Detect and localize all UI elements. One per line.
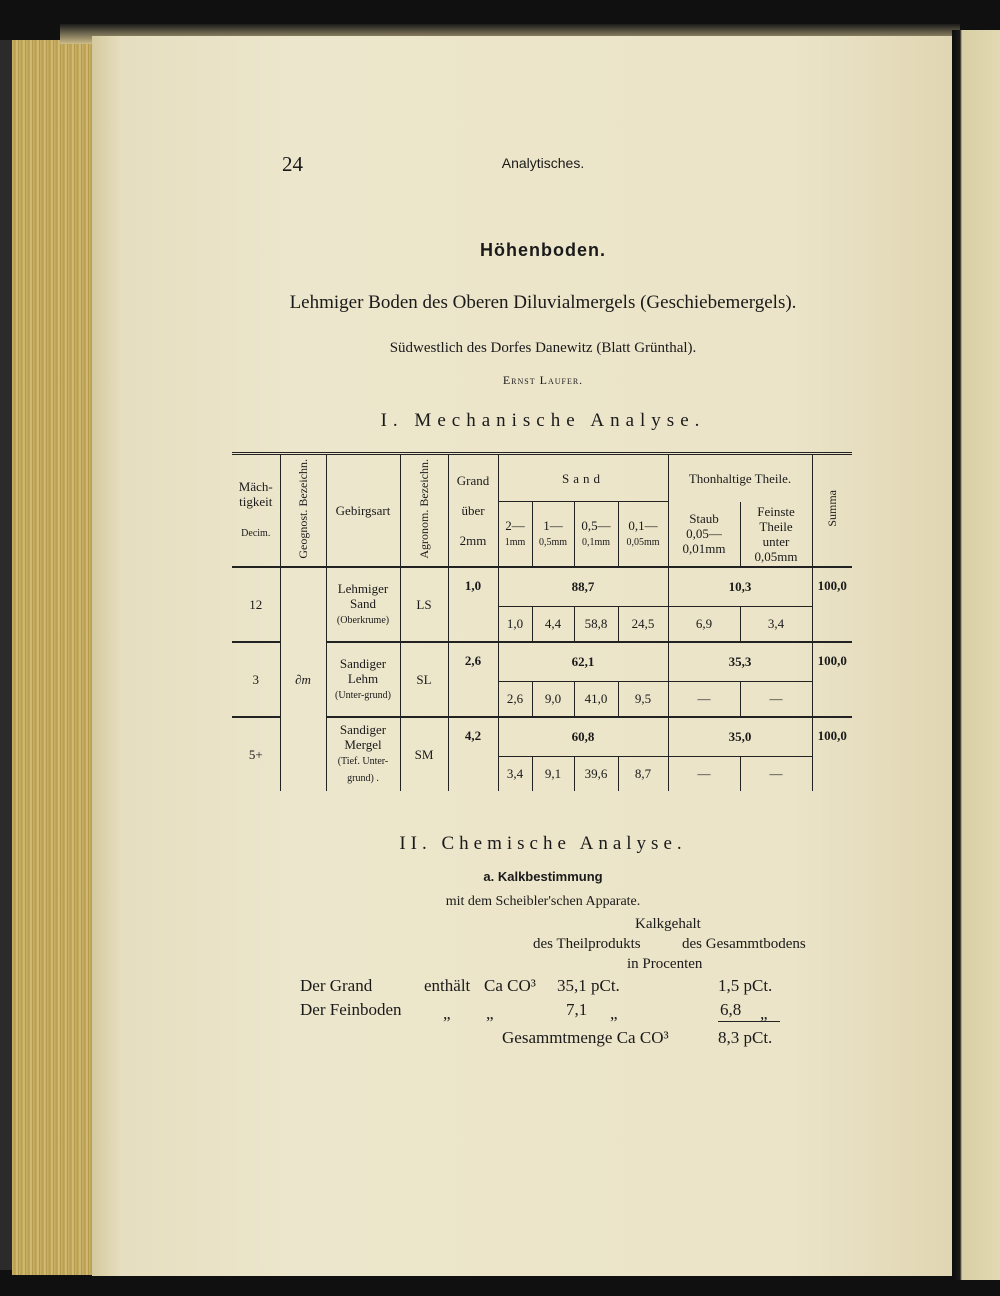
row-grand-label: Der Grand (300, 976, 373, 995)
gebirgsart-cell: Lehmiger Sand (Oberkrume) (326, 567, 400, 642)
row-grand-formula: Ca CO³ (484, 976, 536, 995)
sum-rule (718, 1021, 780, 1022)
geognost-cell: ∂m (280, 567, 326, 791)
running-head: Analytisches. (501, 155, 585, 171)
sand-cell: 3,4 (498, 756, 532, 791)
mechanical-analysis-table (232, 452, 852, 791)
agronom-cell: SM (400, 717, 448, 791)
depth-cell: 5+ (232, 717, 280, 791)
total-label: Gesammtmenge Ca CO³ (502, 1028, 669, 1047)
header-agronom: Agronom. Bezeichn. (400, 454, 448, 567)
col-gesamtboden: des Gesammtbodens (682, 936, 806, 952)
header-gebirgsart: Gebirgsart (326, 454, 400, 567)
header-sand: Sand (498, 454, 668, 502)
header-staub: Staub 0,05— 0,01mm (668, 502, 740, 567)
row-fein-gesamt: 6,8 (720, 1000, 742, 1019)
depth-cell: 12 (232, 567, 280, 642)
row-fein-label: Der Feinboden (300, 1000, 402, 1019)
fein-cell: — (740, 756, 812, 791)
sand-cell: 24,5 (618, 606, 668, 642)
section-heading-mechanical: I. Mechanische Analyse. (380, 410, 706, 431)
row-fein-ditto1: „ (443, 1004, 451, 1023)
header-grand: Grand über 2mm (448, 454, 498, 567)
sand-cell: 9,5 (618, 681, 668, 717)
col-teilprodukt: des Theilprodukts (533, 936, 641, 952)
grand-cell: 1,0 (448, 567, 498, 642)
section-heading-chemical: II. Chemische Analyse. (399, 833, 687, 854)
fein-cell: 3,4 (740, 606, 812, 642)
header-sand-05-01mm: 0,5— 0,1mm (574, 502, 618, 567)
summa-cell: 100,0 (812, 567, 852, 642)
header-feinste-theile: Feinste Theile unter 0,05mm (740, 502, 812, 567)
header-summa: Summa (812, 454, 852, 567)
thon-total-cell: 35,3 (668, 642, 812, 682)
location: Südwestlich des Dorfes Danewitz (Blatt Grünthal). (389, 340, 697, 356)
next-page-strip (952, 30, 1000, 1280)
sand-cell: 4,4 (532, 606, 574, 642)
kalkgehalt-label: Kalkgehalt (635, 916, 701, 932)
agronom-cell: SL (400, 642, 448, 717)
sand-cell: 9,0 (532, 681, 574, 717)
sand-cell: 1,0 (498, 606, 532, 642)
fein-cell: — (740, 681, 812, 717)
grand-cell: 4,2 (448, 717, 498, 791)
header-thonhaltige: Thonhaltige Theile. (668, 454, 812, 502)
apparatus-note: mit dem Scheibler'schen Apparate. (445, 894, 641, 909)
sand-total-cell: 88,7 (498, 567, 668, 607)
row-grand-gesamt: 1,5 pCt. (718, 976, 773, 995)
page-title: Höhenboden. (480, 240, 606, 260)
in-procenten: in Procenten (627, 956, 703, 972)
summa-cell: 100,0 (812, 642, 852, 717)
sand-cell: 39,6 (574, 756, 618, 791)
row-fein-ditto3: „ (610, 1004, 618, 1023)
summa-cell: 100,0 (812, 717, 852, 791)
total-value: 8,3 pCt. (718, 1028, 773, 1047)
sand-cell: 9,1 (532, 756, 574, 791)
thon-total-cell: 10,3 (668, 567, 812, 607)
book-binding (0, 40, 12, 1270)
depth-cell: 3 (232, 642, 280, 717)
row-fein-ditto4: „ (760, 1004, 768, 1023)
row-grand-verb: enthält (424, 976, 471, 995)
row-fein-teil: 7,1 (566, 1000, 588, 1019)
gebirgsart-cell: Sandiger Mergel (Tief. Unter-grund) . (326, 717, 400, 791)
header-sand-1-05mm: 1— 0,5mm (532, 502, 574, 567)
subtitle: Lehmiger Boden des Oberen Diluvialmergels (Geschiebemergels). (289, 292, 797, 313)
table-row (232, 567, 852, 607)
sand-cell: 41,0 (574, 681, 618, 717)
sand-cell: 58,8 (574, 606, 618, 642)
sand-total-cell: 62,1 (498, 642, 668, 682)
header-sand-2-1mm: 2— 1mm (498, 502, 532, 567)
header-sand-01-005mm: 0,1— 0,05mm (618, 502, 668, 567)
header-maechtigkeit: Mäch- tigkeit Decim. (232, 454, 280, 567)
author: Ernst Laufer. (502, 373, 584, 387)
kalk-heading: a. Kalkbestimmung (483, 869, 603, 884)
page-edges (12, 40, 98, 1275)
header-geognost: Geognost. Bezeichn. (280, 454, 326, 567)
sand-cell: 8,7 (618, 756, 668, 791)
staub-cell: — (668, 681, 740, 717)
sand-cell: 2,6 (498, 681, 532, 717)
thon-total-cell: 35,0 (668, 717, 812, 757)
gebirgsart-cell: Sandiger Lehm (Unter-grund) (326, 642, 400, 717)
grand-cell: 2,6 (448, 642, 498, 717)
page-number: 24 (282, 152, 303, 176)
row-grand-teil: 35,1 pCt. (557, 976, 620, 995)
sand-total-cell: 60,8 (498, 717, 668, 757)
staub-cell: — (668, 756, 740, 791)
row-fein-ditto2: „ (486, 1004, 494, 1023)
agronom-cell: LS (400, 567, 448, 642)
staub-cell: 6,9 (668, 606, 740, 642)
